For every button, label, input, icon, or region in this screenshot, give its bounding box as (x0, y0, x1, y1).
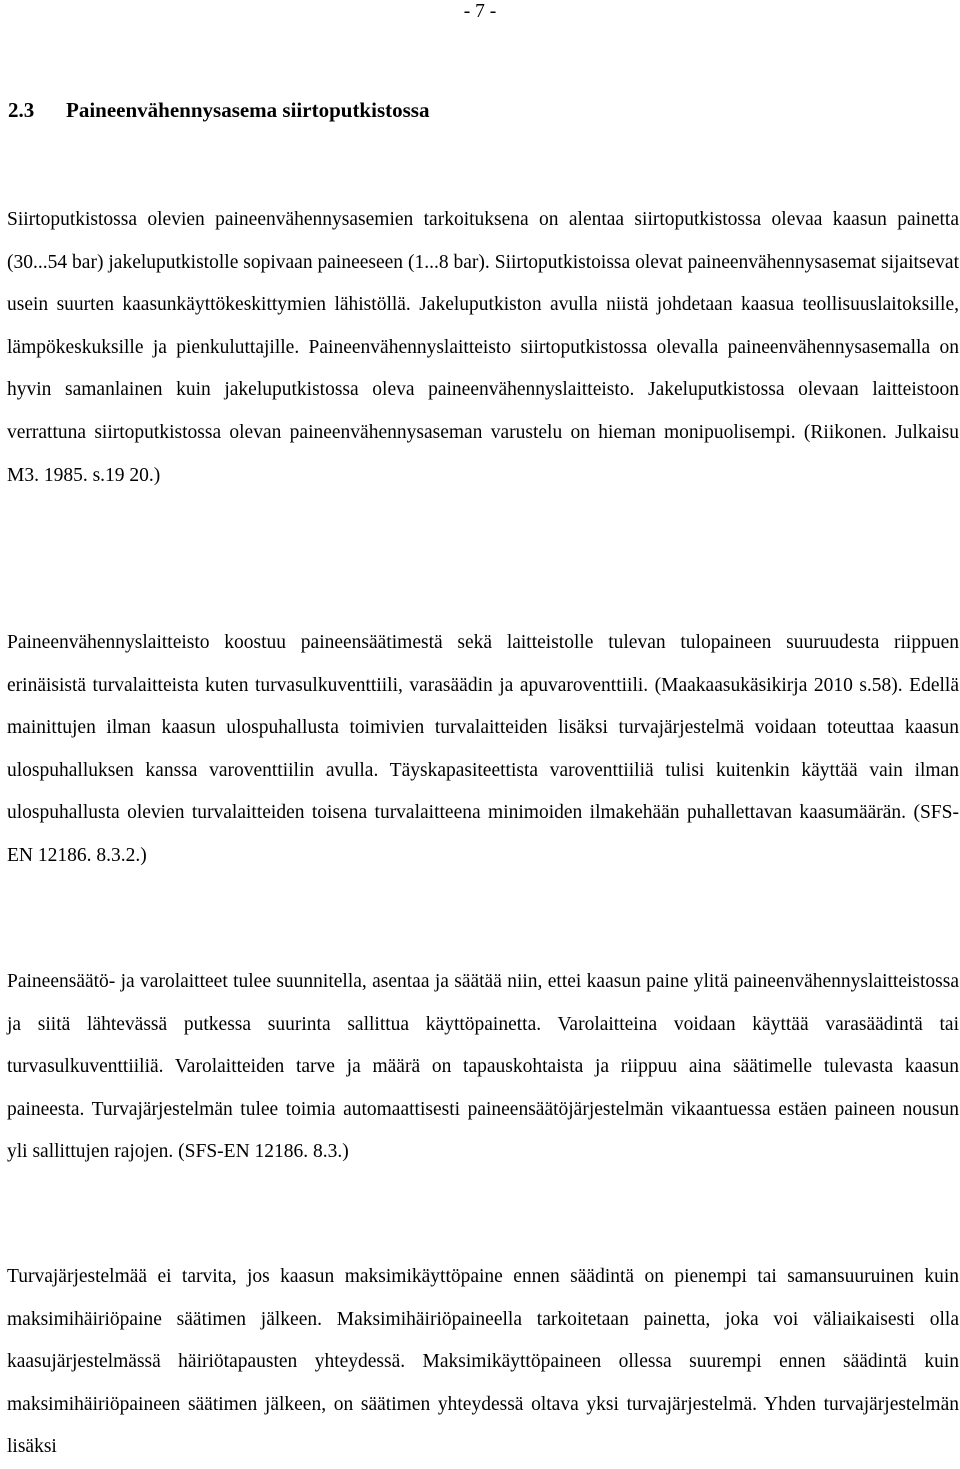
section-heading (8, 97, 429, 123)
section-title: Paineenvähennysasema siirtoputkistossa (66, 98, 430, 122)
paragraph-4: Turvajärjestelmää ei tarvita, jos kaasun maksimikäyttöpaine ennen säädintä on pienempi tai samansuuruinen kuin maksimihäiriöpaine säätimen jälkeen. Maksimihäiriöpaineella tarkoitetaan painetta, joka voi väliaikaisesti olla kaasujärjestelmässä häiriötapausten yhteydessä. Maksimikäyttöpaineen ollessa suurempi ennen säädintä kuin maksimihäiriöpaineen säätimen jälkeen, on säätimen yhteydessä oltava yksi turvajärjestelmä. Yhden turvajärjestelmän lisäksi (7, 1266, 959, 1458)
paragraph-1: Siirtoputkistossa olevien paineenvähennysasemien tarkoituksena on alentaa siirtoputkistossa olevaa kaasun painetta (30...54 bar) jakeluputkistolle sopivaan paineeseen (1...8 bar). Siirtoputkistoissa olevat paineenvähennysasemat sijaitsevat usein suurten kaasunkäyttökeskittymien lähistöllä. Jakeluputkiston avulla niistä johdetaan kaasua teollisuuslaitoksille, lämpökeskuksille ja pienkuluttajille. Paineenvähennyslaitteisto siirtoputkistossa olevalla paineenvähennysasemalla on hyvin samanlainen kuin jakeluputkistossa oleva paineenvähennyslaitteisto. Jakeluputkistossa olevaan laitteistoon verrattuna siirtoputkistossa olevan paineenvähennysaseman varustelu on hieman monipuolisempi. (Riikonen. Julkaisu M3. 1985. s.19 20.) (7, 209, 959, 486)
paragraph-2: Paineenvähennyslaitteisto koostuu paineensäätimestä sekä laitteistolle tulevan tulopaineen suuruudesta riippuen erinäisistä turvalaitteista kuten turvasulkuventtiili, varasäädin ja apuvaroventtiili. (Maakaasukäsikirja 2010 s.58). Edellä mainittujen ilman kaasun ulospuhallusta toimivien turvalaitteiden lisäksi turvajärjestelmä voidaan toteuttaa kaasun ulospuhalluksen kanssa varoventtiilin avulla. Täyskapasiteettista varoventtiiliä tulisi kuitenkin käyttää vain ilman ulospuhallusta olevien turvalaitteiden toisena turvalaitteena minimoiden ilmakehään puhallettavan kaasumäärän. (SFS-EN 12186. 8.3.2.) (7, 632, 959, 866)
paragraph-3: Paineensäätö- ja varolaitteet tulee suunnitella, asentaa ja säätää niin, ettei kaasun paine ylitä paineenvähennyslaitteistossa ja siitä lähtevässä putkessa suurinta sallittua käyttöpainetta. Varolaitteina voidaan käyttää varasäädintä tai turvasulkuventtiiliä. Varolaitteiden tarve ja määrä on tapauskohtaista ja riippuu aina säätimelle tulevasta kaasun paineesta. Turvajärjestelmän tulee toimia automaattisesti paineensäätöjärjestelmän vikaantuessa estäen paineen nousun yli sallittujen rajojen. (SFS-EN 12186. 8.3.) (7, 971, 959, 1163)
section-number: 2.3 (8, 98, 35, 122)
page-number: - 7 - (463, 1, 497, 22)
